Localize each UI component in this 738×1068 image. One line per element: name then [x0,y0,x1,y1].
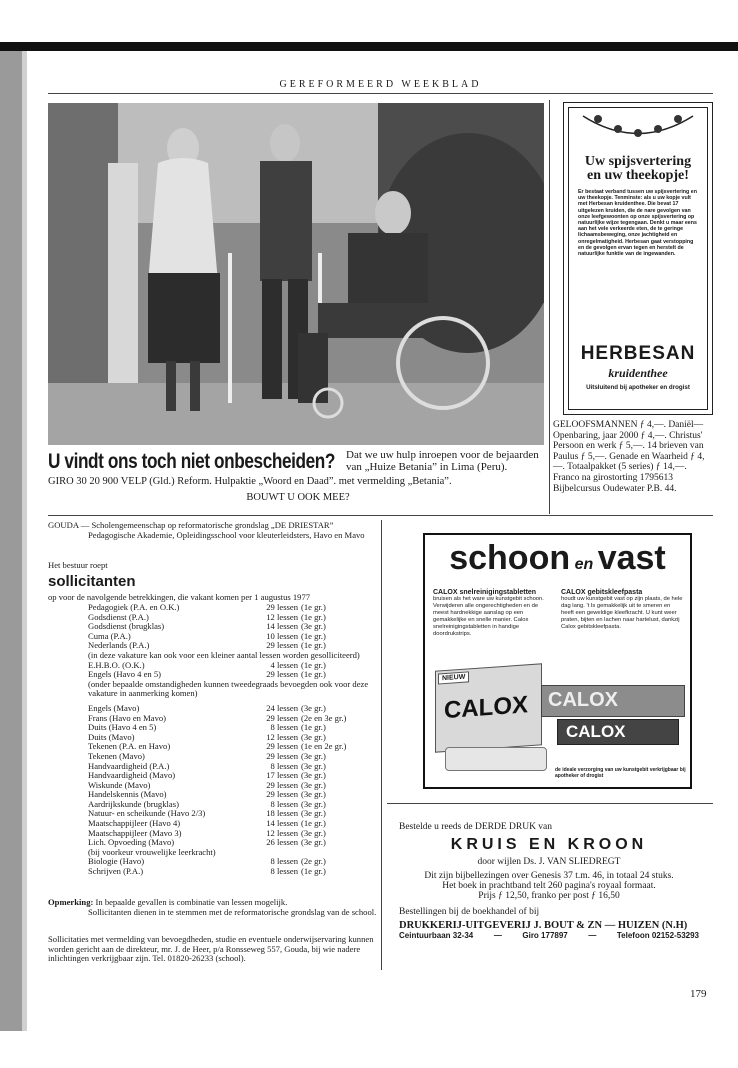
herbesan-title [570,155,706,183]
vacancy-row [88,723,378,733]
vacancy-subject: Maatschappijleer (Havo 4) [88,819,181,829]
vacancy-lessons: 18 lessen [266,808,298,819]
vacancy-group-3 [88,704,378,848]
calox-box-label-1: CALOX [444,691,528,725]
vacancy-lessons: 8 lessen [270,866,298,877]
vacancy-list [88,603,378,877]
page-top-bar [0,42,738,51]
herbesan-title-line1: Uw spijsvertering [584,154,692,169]
vacancy-grade: (3e gr.) [301,731,326,742]
driestar-solicit: Sollicitaties met vermelding van bevoegdheden, studie en eventuele onderwijservaring kunnen worden gericht aan de direkteur, mr. J. de Heer, p/a Ronsseweg 557, Gouda, bij wie nadere inlichtingen verkrijgbaar zijn. Tel. 01820-26233 (school). [48,934,374,964]
column-rule-lower [381,520,382,970]
herbesan-title-line2: en uw theekopje! [587,168,689,183]
betania-footer: BOUWT U OOK MEE? [246,492,350,503]
section-rule [48,515,713,516]
kruis-dash: — [588,931,597,940]
vacancy-row [88,857,378,867]
calox-right-col [561,589,683,631]
vacancy-grade: (3e gr.) [301,621,326,632]
vacancy-grade: (2e en 3e gr.) [301,712,347,723]
betania-headline: U vindt ons toch niet onbescheiden? [48,450,336,473]
vacancy-grade: (3e gr.) [301,702,326,713]
calox-left-head: CALOX snelreinigingstabletten [433,589,537,596]
kruis-desc1: Dit zijn bijbellezingen over Genesis 37 t.m. 46, in totaal 24 stuks. [424,871,674,881]
vacancy-row [88,661,378,671]
vacancy-row [88,742,378,752]
kruis-author: door wijlen Ds. J. VAN SLIEDREGT [477,857,621,867]
column-rule [549,100,550,514]
vacancy-subject: Duits (Havo 4 en 5) [88,723,157,733]
vacancy-grade: (3e gr.) [301,779,326,790]
vacancy-grade: (1e gr.) [301,818,326,829]
opmerking-text-2: Sollicitanten dienen in te stemmen met de reformatorische grondslag van de school. [88,907,377,917]
vacancy-grade: (3e gr.) [301,750,326,761]
opmerking-text: In bepaalde gevallen is combinatie van lessen mogelijk. [95,897,288,907]
calox-box-label-2: CALOX [548,689,618,711]
vacancy-subject: Biologie (Havo) [88,857,145,867]
herbesan-foot: Uitsluitend bij apotheker en drogist [586,384,690,391]
calox-tube-box [541,685,685,717]
driestar-heading: sollicitanten [48,573,136,590]
vacancy-subject: Handelskennis (Mavo) [88,790,167,800]
kruis-phone: Telefoon 02152-53293 [616,931,699,940]
vacancy-row [88,781,378,791]
vacancy-subject: Schrijven (P.A.) [88,867,144,877]
vacancy-grade: (3e gr.) [301,789,326,800]
running-header: GEREFORMEERD WEEKBLAD [279,79,482,90]
vacancy-subject: Godsdienst (P.A.) [88,612,149,622]
vacancy-row [88,829,378,839]
vacancy-row [88,603,378,613]
driestar-intro [48,520,378,540]
kruis-rule [387,803,713,804]
vacancy-row [88,809,378,819]
vacancy-grade: (1e en 2e gr.) [301,741,347,752]
teacup-illustration-icon [578,111,698,151]
driestar-opmerking [48,897,378,917]
vacancy-note-text: (bij voorkeur vrouwelijke leerkracht) [88,846,216,857]
vacancy-subject: E.H.B.O. (O.K.) [88,660,145,670]
vacancy-lessons: 29 lessen [266,741,298,752]
herbesan-sub: kruidenthee [608,366,668,380]
herbesan-brand: HERBESAN [580,343,696,364]
vacancy-grade: (3e gr.) [301,770,326,781]
vacancy-grade: (3e gr.) [301,827,326,838]
vacancy-lessons: 29 lessen [266,640,298,651]
page-gutter [0,51,22,1031]
vacancy-lessons: 8 lessen [270,722,298,733]
vacancy-lessons: 4 lessen [270,659,298,670]
vacancy-subject: Engels (Mavo) [88,703,140,713]
vacancy-lessons: 26 lessen [266,837,298,848]
vacancy-grade: (1e gr.) [301,659,326,670]
vacancy-subject: Nederlands (P.A.) [88,641,150,651]
calox-tablet-strip [445,747,547,771]
vacancy-subject: Tekenen (Mavo) [88,751,145,761]
vacancy-note-text: (in deze vakature kan ook voor een kleiner aantal lessen worden gesolliciteerd) [88,649,360,660]
kruis-title: KRUIS EN KROON [450,836,648,853]
vacancy-grade: (3e gr.) [301,808,326,819]
vacancy-note-text: (onder bepaalde omstandigheden kunnen tweedegraads bevoegden ook voor deze vakature in aanmerking komen) [88,678,369,699]
calox-left-body: bruisen als het ware uw kunstgebit schoon. Verwijderen alle ongerechtigheden en de meest hardnekkige aanslag op een gemakkelijke en snelle manier. Calox snelreinigingstabletten in handige doordrukstrips. [433,596,544,637]
vacancy-lessons: 12 lessen [266,611,298,622]
vacancy-lessons: 29 lessen [266,789,298,800]
vacancy-grade: (1e gr.) [301,722,326,733]
page-gutter-edge [22,51,27,1031]
kruis-order: Bestellingen bij de boekhandel of bij [399,907,540,917]
vacancy-lessons: 12 lessen [266,827,298,838]
calox-right-head: CALOX gebitskleefpasta [561,589,643,596]
vacancy-lessons: 29 lessen [266,750,298,761]
page-number: 179 [690,988,707,1000]
vacancy-row [88,771,378,781]
calox-ad [423,533,692,789]
vacancy-grade: (3e gr.) [301,837,326,848]
vacancy-grade: (1e gr.) [301,602,326,612]
calox-title-schoon: schoon [449,539,571,577]
vacancy-row [88,714,378,724]
vacancy-lessons: 14 lessen [266,621,298,632]
calox-right-body: houdt uw kunstgebit vast op zijn plaats, de hele dag lang. 't Is gemakkelijk uit te smeren en heeft een geweldige kleefkracht. U kunt weer praten, bijten en lachen naar hartelust, dankzij Calox gebitskleefpasta. [561,596,683,630]
vacancy-lessons: 8 lessen [270,856,298,867]
vacancy-lessons: 8 lessen [270,798,298,809]
vacancy-note-1 [88,651,378,661]
kruis-price: Prijs ƒ 12,50, franko per post ƒ 16,50 [478,891,620,901]
vacancy-grade: (2e gr.) [301,856,326,867]
vacancy-grade: (3e gr.) [301,798,326,809]
vacancy-note-2 [88,680,378,699]
header-rule [48,93,713,94]
driestar-line2: Pedagogische Akademie, Opleidingsschool voor kleuterleidsters, Havo en Mavo [88,530,365,540]
vacancy-note-3 [88,848,378,858]
vacancy-subject: Duits (Mavo) [88,732,135,742]
vacancy-group-2 [88,661,378,680]
kruis-desc2: Het boek in prachtband telt 260 pagina's royaal formaat. [442,881,656,891]
geloofsmannen-ad: GELOOFSMANNEN ƒ 4,—. Daniël—Openbaring, jaar 2000 ƒ 4,—. Christus' Persoon en werk ƒ 5,—. 14 brieven van Paulus ƒ 5,—. Genade en Waarheid ƒ 4,—. Totaalpakket (5 series) ƒ 14,—. Franco na girostorting 1795613 Bijbelcursus Oudewater P.B. 44. [553,420,705,494]
vacancy-lessons: 14 lessen [266,818,298,829]
vacancy-lessons: 12 lessen [266,731,298,742]
calox-box-label-3: CALOX [566,722,626,741]
vacancy-lessons: 17 lessen [266,770,298,781]
vacancy-subject: Wiskunde (Mavo) [88,780,151,790]
vacancy-lessons: 29 lessen [266,669,298,680]
vacancy-subject: Godsdienst (brugklas) [88,622,165,632]
vacancy-subject: Handvaardigheid (P.A.) [88,761,170,771]
vacancy-row [88,613,378,623]
calox-tablet-box [435,663,542,752]
vacancy-subject: Handvaardigheid (Mavo) [88,771,176,781]
vacancy-subject: Natuur- en scheikunde (Havo 2/3) [88,809,206,819]
driestar-bestuur: Het bestuur roept [48,560,108,570]
vacancy-grade: (1e gr.) [301,669,326,680]
herbesan-body: Er bestaat verband tussen uw spijsvertering en uw theekopje. Tenminste: als u uw kopje vult met Herbesan kruidenthee. Die bevat 17 uitgelezen kruiden, die de nare gevolgen van onze leefgewoonten op onze spijsvertering op natuurlijke wijze tegengaan. Denkt u maar eens aan het vele verkeerde eten, de te geringe lichaamsbeweging, onze jachtigheid en onregelmatigheid. Herbesan gaat verstopping en de gevolgen ervan tegen en herstelt de natuurlijke funktie van de ingewanden. [578,189,697,258]
betania-giro: GIRO 30 20 900 VELP (Gld.) Reform. Hulpaktie „Woord en Daad”. met vermelding „Betania”. [48,476,452,487]
vacancy-subject: Maatschappijleer (Mavo 3) [88,828,182,838]
vacancy-subject: Aardrijkskunde (brugklas) [88,799,179,809]
vacancy-row [88,752,378,762]
vacancy-subject: Cuma (P.A.) [88,631,131,641]
vacancy-grade: (1e gr.) [301,611,326,622]
vacancy-lessons: 8 lessen [270,760,298,771]
calox-title [425,539,690,578]
kruis-giro: Giro 177897 [522,931,568,940]
kruis-line1: Bestelde u reeds de DERDE DRUK van [399,822,553,832]
vacancy-lessons: 29 lessen [266,779,298,790]
kruis-address: Ceintuurbaan 32-34 [399,931,474,940]
betania-photo [48,103,544,445]
calox-title-vast: vast [597,539,666,577]
vacancy-lessons: 29 lessen [266,602,298,612]
vacancy-row [88,867,378,877]
vacancy-grade: (3e gr.) [301,760,326,771]
betania-sidetext: Dat we uw hulp inroepen voor de bejaarden van „Huize Betania” in Lima (Peru). [346,449,539,473]
vacancy-row [88,790,378,800]
kruis-publisher: DRUKKERIJ-UITGEVERIJ J. BOUT & ZN — HUIZEN (N.H) [399,920,688,931]
calox-nieuw-badge: NIEUW [438,671,469,684]
vacancy-row [88,819,378,829]
vacancy-grade: (1e gr.) [301,866,326,877]
herbesan-ad [563,102,713,415]
vacancy-group-4 [88,857,378,876]
calox-small-box [557,719,679,745]
vacancy-row [88,762,378,772]
vacancy-lessons: 24 lessen [266,702,298,713]
vacancy-row [88,800,378,810]
vacancy-lessons: 10 lessen [266,630,298,641]
vacancy-row [88,622,378,632]
calox-left-col [433,589,551,638]
vacancy-grade: (1e gr.) [301,640,326,651]
elderly-residents-photo [48,103,544,445]
vacancy-subject: Tekenen (P.A. en Havo) [88,742,171,752]
driestar-line1: GOUDA — Scholengemeenschap op reformatorische grondslag „DE DRIESTAR” [48,520,334,530]
driestar-intro-line: op voor de navolgende betrekkingen, die vakant komen per 1 augustus 1977 [48,592,311,602]
calox-foot: de ideale verzorging van uw kunstgebit verkrijgbaar bij apotheker of drogist [555,767,686,779]
kruis-contact [399,931,699,940]
kruis-dash: — [493,931,502,940]
calox-title-en: en [574,556,594,573]
vacancy-grade: (1e gr.) [301,630,326,641]
vacancy-lessons: 29 lessen [266,712,298,723]
vacancy-subject: Frans (Havo en Mavo) [88,713,167,723]
opmerking-label: Opmerking: [48,897,94,907]
vacancy-subject: Pedagogiek (P.A. en O.K.) [88,603,180,612]
vacancy-subject: Lich. Opvoeding (Mavo) [88,838,175,848]
vacancy-row [88,632,378,642]
kruis-en-kroon-ad [399,822,699,940]
vacancy-group-1 [88,603,378,651]
vacancy-subject: Engels (Havo 4 en 5) [88,670,162,680]
